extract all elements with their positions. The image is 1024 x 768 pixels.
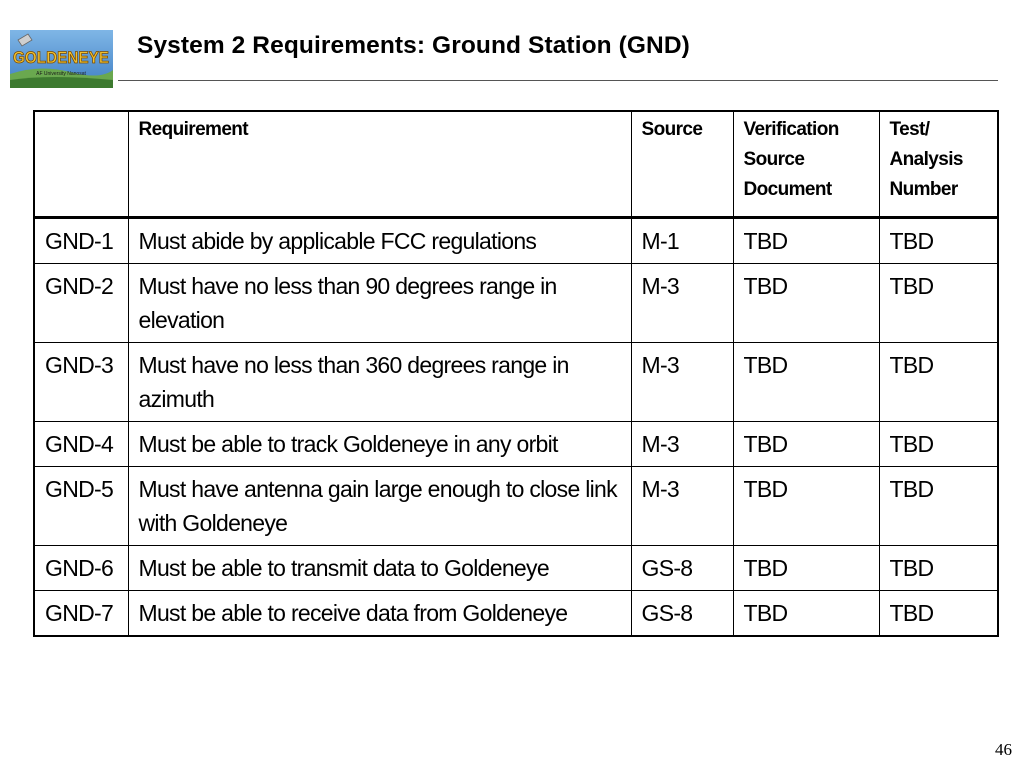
- cell-source: M-1: [631, 218, 733, 264]
- logo-subtext: AF University Nanosat: [36, 71, 86, 77]
- cell-verification: TBD: [733, 422, 879, 467]
- header-verification: [733, 111, 879, 218]
- cell-requirement: Must have antenna gain large enough to close link with Goldeneye: [128, 467, 631, 546]
- table-row: [34, 264, 998, 343]
- header-test-line: Number: [889, 179, 958, 200]
- table-header: [34, 111, 998, 218]
- cell-verification: TBD: [733, 467, 879, 546]
- cell-verification: TBD: [733, 218, 879, 264]
- cell-requirement: Must have no less than 90 degrees range in elevation: [128, 264, 631, 343]
- table-row: [34, 591, 998, 637]
- header-requirement: Requirement: [128, 111, 631, 218]
- cell-source: M-3: [631, 264, 733, 343]
- cell-verification: TBD: [733, 264, 879, 343]
- cell-id: GND-4: [34, 422, 128, 467]
- goldeneye-logo-graphic: [10, 30, 113, 88]
- cell-id: GND-3: [34, 343, 128, 422]
- cell-requirement: Must be able to track Goldeneye in any orbit: [128, 422, 631, 467]
- cell-source: M-3: [631, 467, 733, 546]
- cell-test: TBD: [879, 591, 998, 637]
- table-row: [34, 546, 998, 591]
- cell-id: GND-7: [34, 591, 128, 637]
- cell-verification: TBD: [733, 546, 879, 591]
- cell-requirement: Must abide by applicable FCC regulations: [128, 218, 631, 264]
- header-source: Source: [631, 111, 733, 218]
- cell-source: GS-8: [631, 546, 733, 591]
- header-row: [34, 111, 998, 218]
- header-verification-line: Document: [743, 179, 832, 200]
- cell-source: M-3: [631, 343, 733, 422]
- logo-wordmark: GOLDENEYE: [13, 48, 109, 67]
- cell-id: GND-5: [34, 467, 128, 546]
- header-test-line: Analysis: [889, 149, 963, 170]
- table-row: [34, 467, 998, 546]
- table-row: [34, 422, 998, 467]
- cell-requirement: Must be able to receive data from Goldeneye: [128, 591, 631, 637]
- cell-test: TBD: [879, 218, 998, 264]
- header-id: [34, 111, 128, 218]
- cell-requirement: Must have no less than 360 degrees range in azimuth: [128, 343, 631, 422]
- cell-id: GND-1: [34, 218, 128, 264]
- cell-verification: TBD: [733, 591, 879, 637]
- header-verification-line: Verification: [743, 119, 839, 140]
- cell-test: TBD: [879, 546, 998, 591]
- table-row: [34, 343, 998, 422]
- requirements-table: [33, 110, 999, 637]
- slide-title: System 2 Requirements: Ground Station (GND): [137, 32, 690, 59]
- cell-id: GND-6: [34, 546, 128, 591]
- cell-verification: TBD: [733, 343, 879, 422]
- header-test: [879, 111, 998, 218]
- goldeneye-logo: [10, 30, 113, 88]
- cell-test: TBD: [879, 467, 998, 546]
- header-test-line: Test/: [889, 119, 930, 140]
- cell-source: M-3: [631, 422, 733, 467]
- title-divider: [118, 80, 998, 81]
- cell-id: GND-2: [34, 264, 128, 343]
- page-number: 46: [995, 740, 1012, 759]
- cell-source: GS-8: [631, 591, 733, 637]
- header-verification-line: Source: [743, 149, 805, 170]
- cell-test: TBD: [879, 264, 998, 343]
- cell-requirement: Must be able to transmit data to Goldeneye: [128, 546, 631, 591]
- table-row: [34, 218, 998, 264]
- cell-test: TBD: [879, 343, 998, 422]
- table-body: [34, 218, 998, 637]
- cell-test: TBD: [879, 422, 998, 467]
